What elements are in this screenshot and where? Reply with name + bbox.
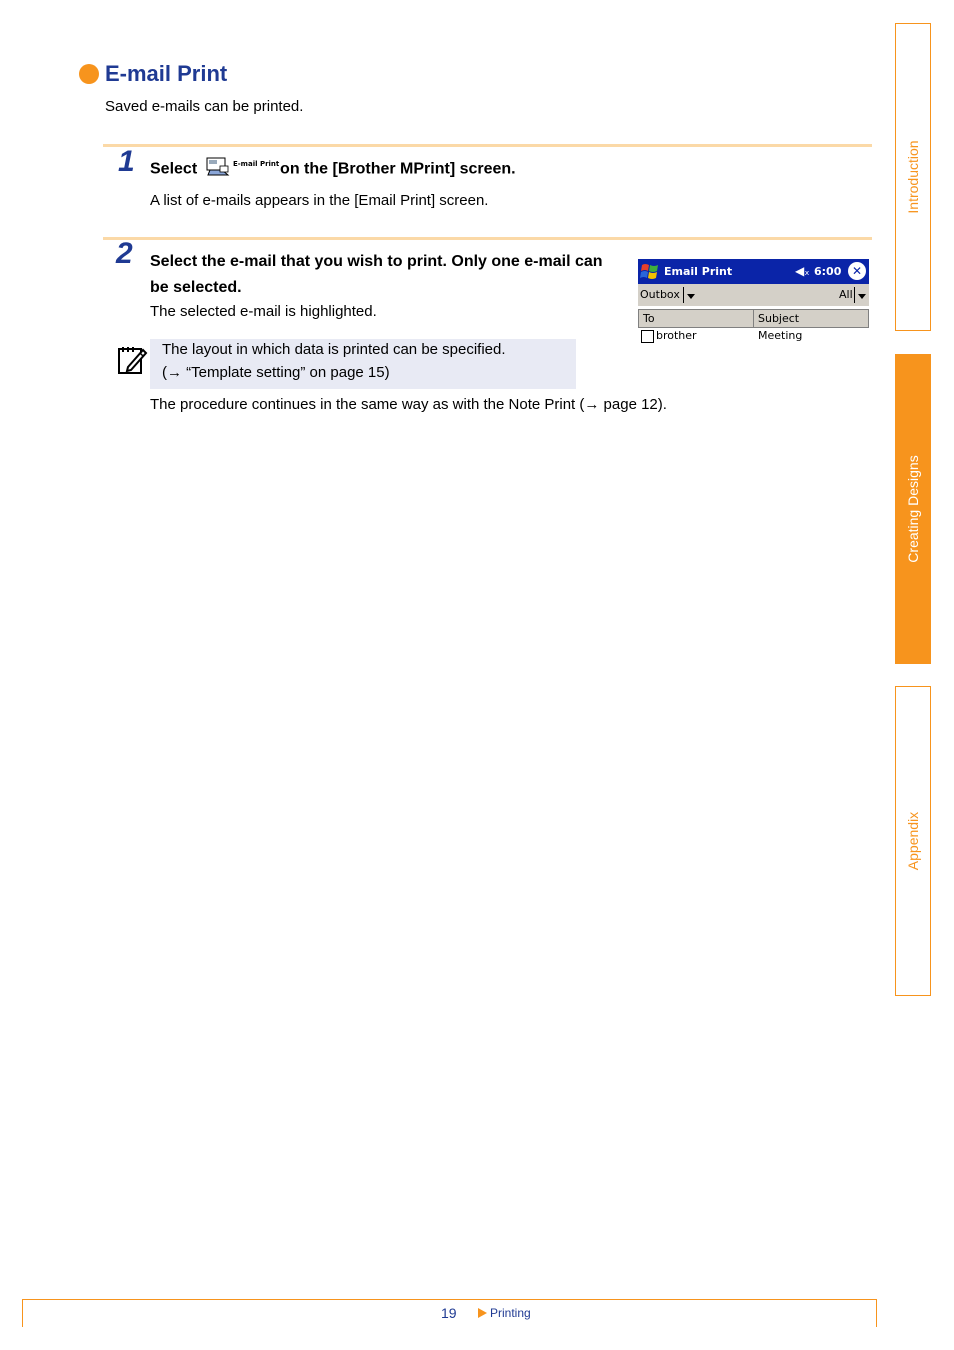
step-1-title-before: Select bbox=[150, 160, 198, 178]
page-title: E-mail Print bbox=[105, 61, 228, 86]
step-2-description: The selected e-mail is highlighted. bbox=[150, 303, 377, 320]
tab-introduction[interactable] bbox=[895, 23, 931, 331]
email-print-icon-label: E-mail Print bbox=[232, 160, 279, 168]
row-checkbox bbox=[641, 330, 654, 343]
filter-dropdown-value: All bbox=[839, 288, 853, 301]
step-1-title bbox=[150, 157, 516, 182]
list-item bbox=[638, 329, 869, 345]
step-1-number: 1 bbox=[118, 145, 135, 178]
footer-rule bbox=[22, 1299, 877, 1300]
row-subject: Meeting bbox=[758, 329, 803, 342]
screenshot-list-header bbox=[638, 309, 869, 328]
chevron-down-icon bbox=[854, 287, 867, 303]
step-1-description: A list of e-mails appears in the [Email Print] screen. bbox=[150, 192, 489, 209]
tab-introduction-label: Introduction bbox=[905, 140, 921, 214]
folder-dropdown-value: Outbox bbox=[640, 288, 680, 301]
screenshot-app-title: Email Print bbox=[664, 265, 733, 278]
tab-appendix-label: Appendix bbox=[905, 811, 921, 871]
step-2-title: Select the e-mail that you wish to print. Only one e-mail can be selected. bbox=[150, 253, 603, 296]
screenshot-time: 6:00 bbox=[814, 265, 842, 278]
close-icon: ✕ bbox=[848, 262, 866, 280]
triangle-right-icon bbox=[478, 1308, 487, 1318]
tab-appendix[interactable] bbox=[895, 686, 931, 996]
intro-text: Saved e-mails can be printed. bbox=[105, 98, 304, 115]
email-print-screenshot bbox=[638, 259, 869, 345]
row-to: brother bbox=[656, 329, 697, 342]
screenshot-title-bar bbox=[638, 259, 869, 284]
column-header-to: To bbox=[638, 309, 754, 328]
email-print-icon bbox=[206, 157, 279, 182]
column-header-subject: Subject bbox=[753, 309, 869, 328]
tab-creating-designs[interactable] bbox=[895, 354, 931, 664]
footer-rule-right bbox=[876, 1299, 877, 1327]
heading-bullet bbox=[79, 64, 99, 84]
step-1-divider bbox=[103, 144, 872, 147]
page-number: 19 bbox=[441, 1305, 457, 1321]
continuation-text: The procedure continues in the same way as with the Note Print (→ page 12). bbox=[150, 396, 667, 413]
windows-flag-icon bbox=[640, 262, 660, 281]
footer-section-link[interactable]: Printing bbox=[490, 1306, 531, 1320]
speaker-icon: ◀ₓ bbox=[795, 264, 810, 278]
step-2-number: 2 bbox=[116, 237, 133, 270]
step-1-title-after: on the [Brother MPrint] screen. bbox=[280, 160, 516, 178]
chevron-down-icon bbox=[683, 287, 696, 303]
note-text-line-2: (→ “Template setting” on page 15) bbox=[162, 364, 390, 381]
step-2-divider bbox=[103, 237, 872, 240]
tab-creating-designs-label: Creating Designs bbox=[905, 455, 921, 563]
screenshot-toolbar bbox=[638, 284, 869, 307]
note-text-line-1: The layout in which data is printed can be specified. bbox=[162, 341, 506, 358]
note-pencil-icon bbox=[116, 344, 148, 376]
footer-rule-left bbox=[22, 1299, 23, 1327]
